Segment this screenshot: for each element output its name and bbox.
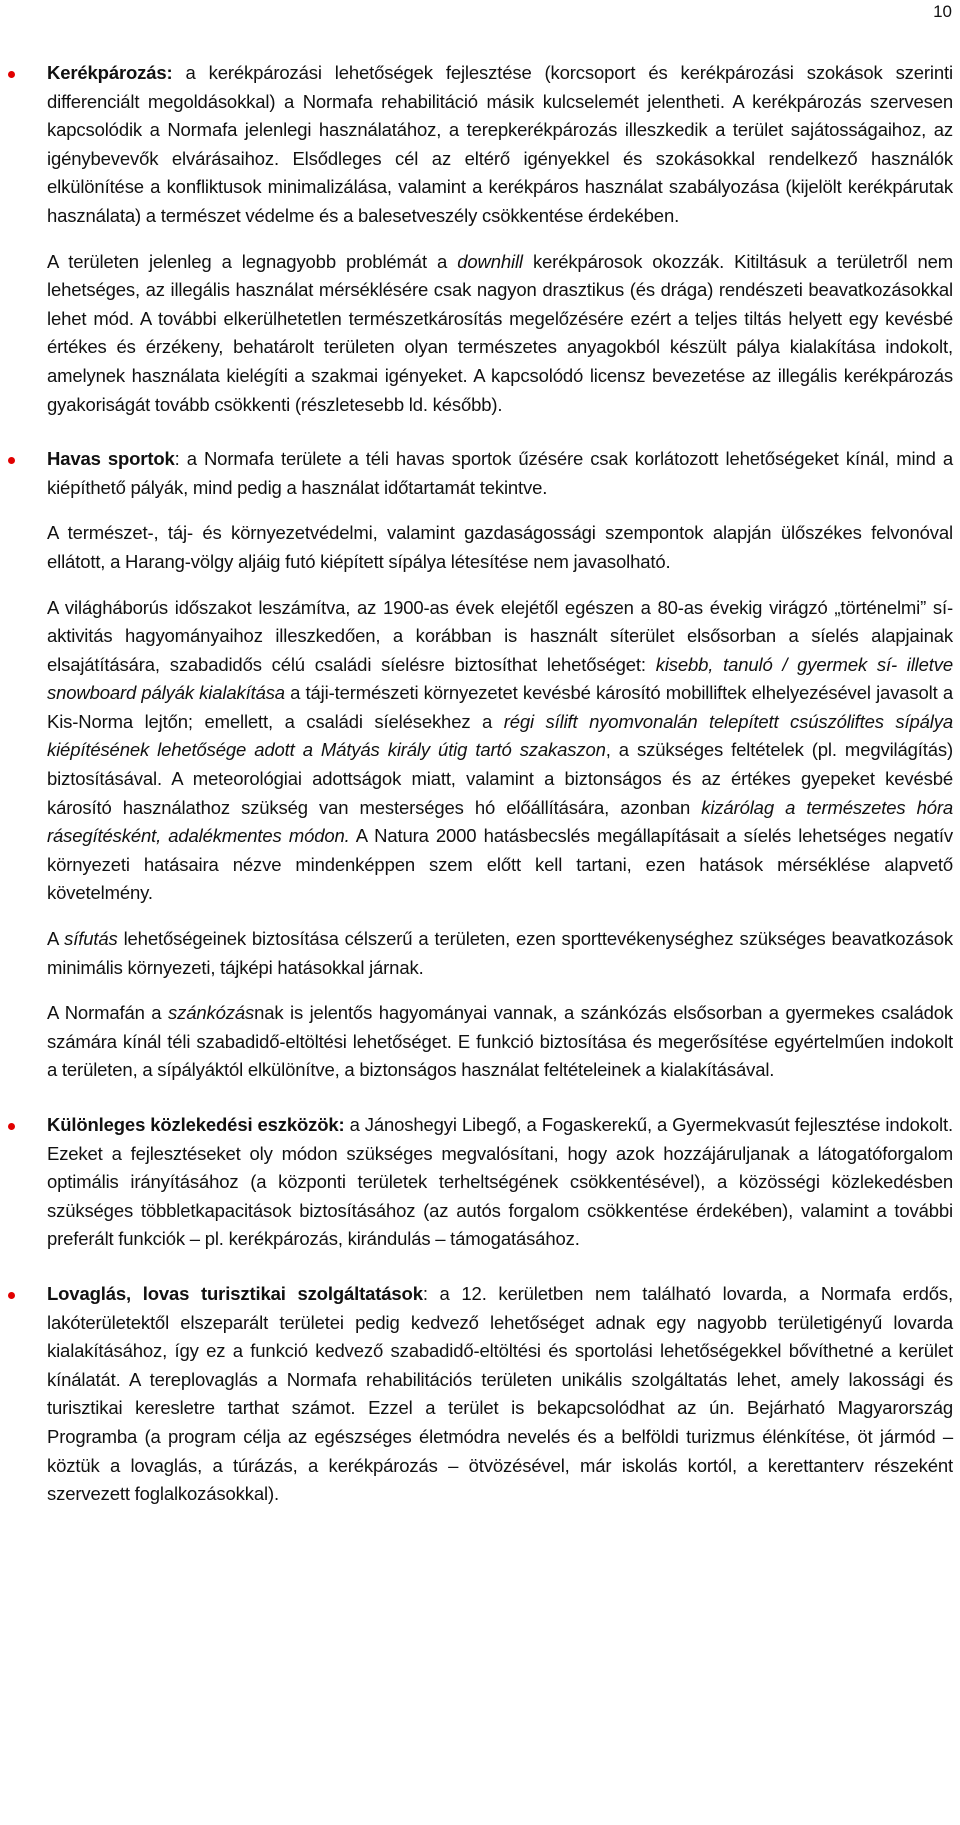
page-number: 10 <box>933 2 952 21</box>
paragraph <box>47 59 953 231</box>
bullet-icon <box>8 457 15 464</box>
section-term: Különleges közlekedési eszközök: <box>47 1114 345 1135</box>
paragraph <box>47 999 953 1085</box>
italic-term: szánkózás <box>168 1002 255 1024</box>
document-body <box>47 59 953 1509</box>
paragraph-text: A <box>47 928 65 950</box>
section-term: Kerékpározás: <box>47 62 173 83</box>
paragraph-text: lehetőségeinek biztosítása célszerű a területen, ezen sporttevékenységhez szükséges beavatkozások minimális környezeti, tájképi hatásokkal járnak. <box>47 928 953 978</box>
italic-term: downhill <box>457 250 523 272</box>
paragraph-text: A Natura 2000 hatásbecslés megállapításait a síelés lehetséges negatív környezeti hatásaira nézve mindenképpen szem előtt kell tartani, ezen hatások mérséklése alapvető követelmény. <box>47 825 953 904</box>
paragraph-text: A világháborús időszakot leszámítva, az 1900-as évek elejétől egészen a 80-as évekig virágzó „történelmi” sí-aktivitás hagyományaihoz illeszkedően, a korábban is használt síterület elsősorban a síelés alapjainak elsajátítására, szabadidős célú családi síelésre biztosíthat lehetőséget: <box>47 596 953 675</box>
paragraph <box>47 1280 953 1509</box>
paragraph-text: a kerékpározási lehetőségek fejlesztése (korcsoport és kerékpározási szokások szerinti differenciált megoldásokkal) a Normafa rehabilitáció másik kulcselemét jelentheti. A kerékpározás szervesen kapcsolódik a Normafa jelenlegi használatához, a terepkerékpározás illeszkedik a terület sajátosságaihoz, az igénybevevők elvárásaihoz. Elsődleges cél az eltérő igényekkel és szokásokkal rendelkező használók elkülönítése a konfliktusok minimalizálása, valamint a kerékpáros használat szabályozása (kijelölt kerékpárutak használata) a természet védelme és a balesetveszély csökkentése érdekében. <box>47 62 953 226</box>
paragraph-text: : a Normafa területe a téli havas sportok űzésére csak korlátozott lehetőségeket kínál, mind a kiépíthető pályák, mind pedig a használat időtartamát tekintve. <box>47 448 953 498</box>
paragraph <box>47 925 953 982</box>
bullet-icon <box>8 1123 15 1130</box>
paragraph <box>47 445 953 502</box>
paragraph-text: a táji-természeti környezetet kevésbé károsító mobilliftek elhelyezésével javasolt a Kis-Norma lejtőn; emellett, a családi síelésekhez a <box>47 682 953 732</box>
section-term: Lovaglás, lovas turisztikai szolgáltatások <box>47 1282 423 1304</box>
bullet-icon <box>8 71 15 78</box>
paragraph <box>47 248 953 420</box>
paragraph-text: A területen jelenleg a legnagyobb problémát a <box>47 250 458 272</box>
italic-phrase: kizárólag a természetes hóra rásegítésként, adalékmentes módon. <box>47 796 953 847</box>
paragraph <box>47 594 953 909</box>
section-term: Havas sportok <box>47 448 175 470</box>
italic-phrase: régi sílift nyomvonalán telepített csúszóliftes sípálya kiépítésének lehetősége adott a Mátyás király útig tartó szakaszon <box>47 710 953 761</box>
paragraph-text: A Normafán a <box>47 1002 168 1024</box>
paragraph <box>47 1111 953 1254</box>
section-lovaglas <box>47 1280 953 1509</box>
section-kerekparozas <box>47 59 953 419</box>
paragraph-text: a Jánoshegyi Libegő, a Fogaskerekű, a Gyermekvasút fejlesztése indokolt. Ezeket a fejlesztéseket oly módon szükséges megvalósítani, hogy azok hozzájáruljanak a látogatóforgalom optimális irányításához (a központi területek terheltségének csökkentésével), a közösségi közlekedésben szükséges többletkapacitások biztosításához (az autós forgalom csökkentése érdekében), valamint a további preferált funkciók – pl. kerékpározás, kirándulás – támogatásához. <box>47 1114 953 1250</box>
section-kulonleges-kozlekedes <box>47 1111 953 1254</box>
paragraph-text: nak is jelentős hagyományai vannak, a szánkózás elsősorban a gyermekes családok számára kínál téli szabadidő-eltöltési lehetőséget. E funkció biztosítása és megerősítése egyértelműen indokolt a területen, a sípályáktól elkülönítve, a biztonságos használat feltételeinek a kialakításával. <box>47 1002 953 1081</box>
paragraph: A természet-, táj- és környezetvédelmi, valamint gazdaságossági szempontok alapján ülőszékes felvonóval ellátott, a Harang-völgy aljáig futó kiépített sípálya létesítése nem javasolható. <box>47 522 953 572</box>
bullet-icon <box>8 1292 15 1299</box>
italic-phrase: kisebb, tanuló / gyermek sí- illetve snowboard pályák kialakítása <box>47 653 953 704</box>
paragraph-text: kerékpárosok okozzák. Kitiltásuk a területről nem lehetséges, az illegális használat mérséklésére csak nagyon drasztikus (és drága) rendészeti beavatkozásokkal lehet mód. A további elkerülhetetlen természetkárosítás megelőzésére ezért a teljes tiltás helyett egy kevésbé értékes és érzékeny, behatárolt területen olyan természetes anyagokból készült pálya kialakítása indokolt, amelynek használata kielégíti a szakmai igényeket. A kapcsolódó licensz bevezetése az illegális kerékpározás gyakoriságát tovább csökkenti (részletesebb ld. később). <box>47 250 954 415</box>
paragraph-text: , a szükséges feltételek (pl. megvilágítás) biztosításával. A meteorológiai adottságok miatt, valamint a biztonságos és az értékes gyepeket kevésbé károsító használathoz szükség van mesterséges hó előállítására, azonban <box>47 739 953 818</box>
italic-term: sífutás <box>64 928 118 950</box>
paragraph-text: : a 12. kerületben nem található lovarda, a Normafa erdős, lakóterületektől elszeparált területei pedig kedvező lehetőséget adnak egy nagyobb területigényű lovarda kialakításához, így ez a funkció kedvező szabadidő-eltöltési és sportolási lehetőségekkel bővíthetné a kerület kínálatát. A tereplovaglás a Normafa rehabilitációs területen unikális szolgáltatás lehet, amely lakossági és turisztikai keresletre tarthat számot. Ezzel a terület is bekapcsolódhat az ún. Bejárható Magyarország Programba (a program célja az egészséges életmódra nevelés és a belföldi turizmus élénkítése, öt jármód – köztük a lovaglás, a túrázás, a kerékpározás – ötvözésével, már iskolás kortól, a kerettanterv részeként szervezett foglalkozásokkal). <box>47 1282 953 1505</box>
section-havas-sportok <box>47 445 953 1085</box>
